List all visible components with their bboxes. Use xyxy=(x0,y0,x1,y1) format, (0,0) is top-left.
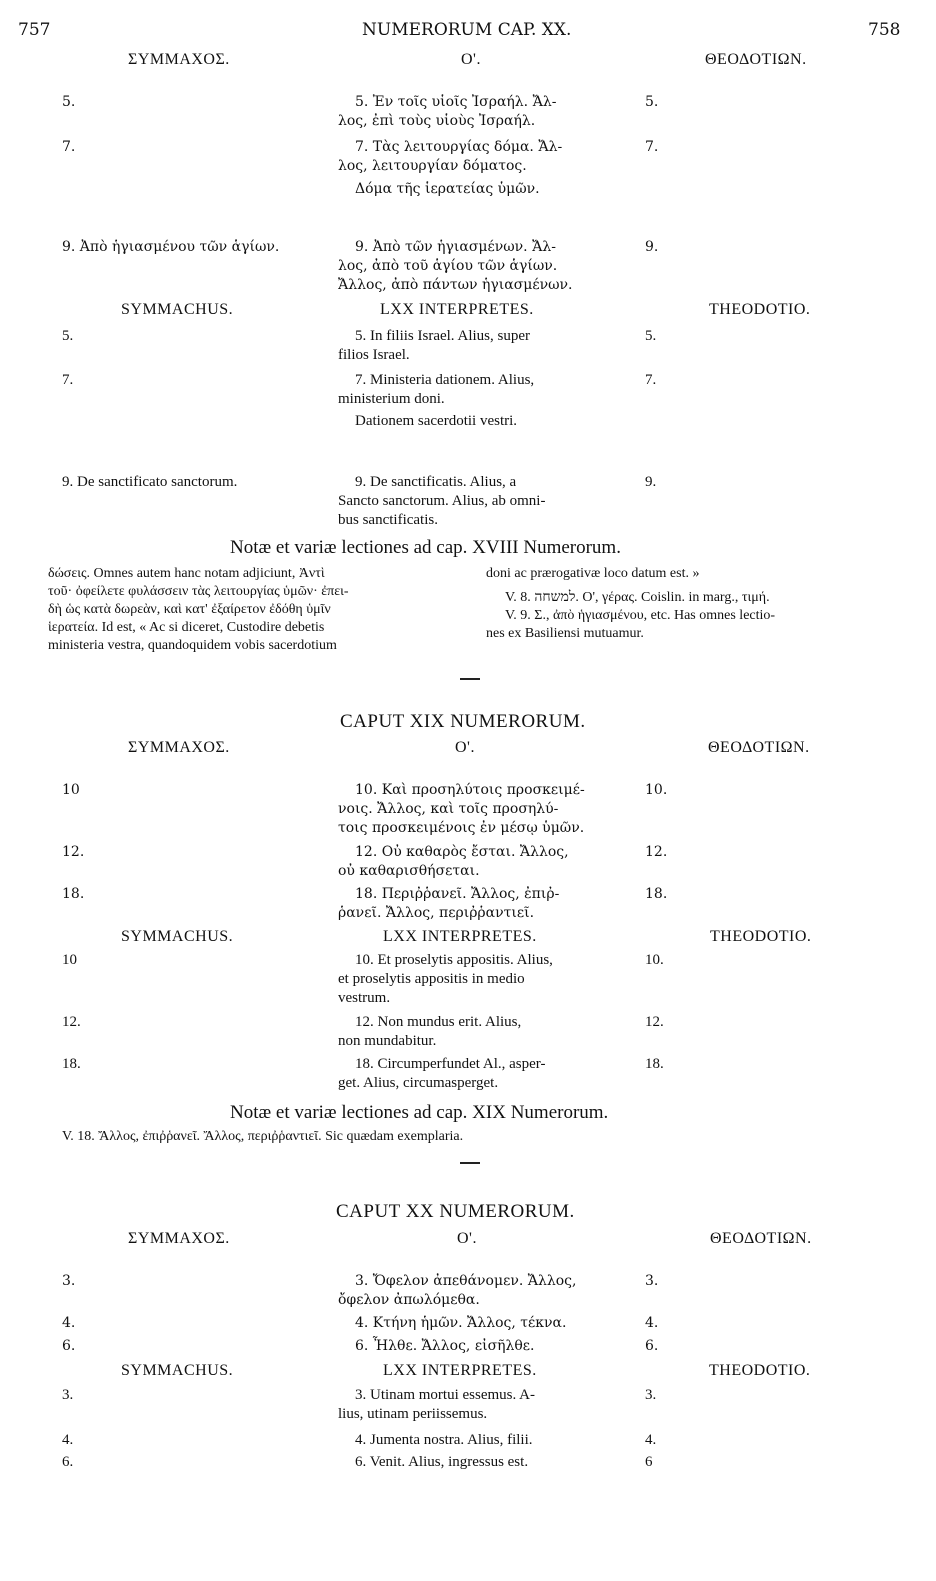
verse-number: 10. xyxy=(645,782,668,798)
verse-number: 4. xyxy=(62,1432,74,1448)
verse-number: 6 xyxy=(645,1454,653,1470)
note-line: V. 8. למשחה. Ο', γέρας. Coislin. in marg., τιμή. xyxy=(505,590,770,605)
verse-text: non mundabitur. xyxy=(338,1033,437,1049)
verse-text: get. Alius, circumasperget. xyxy=(338,1075,499,1091)
verse-text: ministerium doni. xyxy=(338,391,445,407)
verse-text: 7. Τὰς λειτουργίας δόμα. Ἄλ- xyxy=(355,139,563,155)
verse-text: bus sanctificatis. xyxy=(338,512,438,528)
verse-number: 10. xyxy=(645,952,664,968)
note-line: δώσεις. Omnes autem hanc notam adjiciunt, Ἀντὶ xyxy=(48,566,325,581)
verse-number: 4. xyxy=(62,1315,76,1331)
verse-text: 18. Circumperfundet Al., asper- xyxy=(355,1056,546,1072)
verse-text: 6. Ἦλθε. Ἄλλος, εἰσῆλθε. xyxy=(355,1338,535,1354)
verse-text: Δόμα τῆς ἱερατείας ὑμῶν. xyxy=(355,181,540,197)
verse-number: 18. xyxy=(62,886,85,902)
note-line: ἱερατεία. Id est, « Ac si diceret, Custodire debetis xyxy=(48,620,325,635)
col-header-symmachus-latin: SYMMACHUS. xyxy=(121,1362,234,1379)
col-header-lxx-greek: Ο'. xyxy=(455,739,475,756)
verse-text: Dationem sacerdotii vestri. xyxy=(355,413,518,429)
verse-text: lius, utinam periissemus. xyxy=(338,1406,488,1422)
verse-text: νοις. Ἄλλος, καὶ τοῖς προσηλύ- xyxy=(338,801,559,817)
verse-text: λος, λειτουργίαν δόματος. xyxy=(338,158,527,174)
chapter-title: CAPUT XIX NUMERORUM. xyxy=(340,711,586,732)
verse-number: 7. xyxy=(645,139,659,155)
note-line: V. 9. Σ., ἀπὸ ἡγιασμένου, etc. Has omnes lectio- xyxy=(505,608,776,623)
verse-number: 3. xyxy=(62,1273,76,1289)
verse-text: Sancto sanctorum. Alius, ab omni- xyxy=(338,493,546,509)
verse-number: 6. xyxy=(645,1338,659,1354)
verse-number: 12. xyxy=(645,844,668,860)
notes-heading: Notæ et variæ lectiones ad cap. XIX Numerorum. xyxy=(230,1102,609,1123)
verse-text: 9. De sanctificato sanctorum. xyxy=(62,474,238,490)
notes-heading: Notæ et variæ lectiones ad cap. XVIII Numerorum. xyxy=(230,537,621,558)
verse-text: 12. Non mundus erit. Alius, xyxy=(355,1014,522,1030)
verse-text: 12. Οὐ καθαρὸς ἔσται. Ἄλλος, xyxy=(355,844,569,860)
verse-number: 5. xyxy=(62,94,76,110)
page-number-left: 757 xyxy=(18,20,51,40)
verse-number: 10 xyxy=(62,952,77,968)
verse-text: 6. Venit. Alius, ingressus est. xyxy=(355,1454,529,1470)
page-number-right: 758 xyxy=(868,20,901,40)
col-header-lxx-greek: Ο'. xyxy=(461,51,481,68)
verse-number: 10 xyxy=(62,782,80,798)
col-header-theodotio-latin: THEODOTIO. xyxy=(710,928,812,945)
note-line: nes ex Basiliensi mutuamur. xyxy=(486,626,644,641)
verse-number: 5. xyxy=(62,328,74,344)
col-header-symmachus-latin: SYMMACHUS. xyxy=(121,928,234,945)
note-line: ministeria vestra, quandoquidem vobis sacerdotium xyxy=(48,638,337,653)
col-header-lxx-latin: LXX INTERPRETES. xyxy=(383,1362,537,1379)
verse-text: vestrum. xyxy=(338,990,391,1006)
col-header-theodotion-greek: ΘΕΟΔΟΤΙΩΝ. xyxy=(705,51,807,68)
verse-number: 18. xyxy=(62,1056,81,1072)
col-header-symmachus-latin: SYMMACHUS. xyxy=(121,301,234,318)
verse-number: 7. xyxy=(645,372,657,388)
col-header-symmachus-greek: ΣΥΜΜΑΧΟΣ. xyxy=(128,739,230,756)
verse-number: 5. xyxy=(645,94,659,110)
verse-number: 12. xyxy=(62,844,85,860)
verse-text: 9. Ἀπὸ ἡγιασμένου τῶν ἁγίων. xyxy=(62,239,280,255)
running-title: NUMERORUM CAP. XX. xyxy=(362,20,572,40)
chapter-title: CAPUT XX NUMERORUM. xyxy=(336,1201,575,1222)
verse-text: λος, ἀπὸ τοῦ ἁγίου τῶν ἁγίων. xyxy=(338,258,558,274)
section-divider xyxy=(460,1162,480,1164)
col-header-lxx-latin: LXX INTERPRETES. xyxy=(380,301,534,318)
verse-number: 12. xyxy=(645,1014,664,1030)
verse-text: ὄφελον ἀπωλόμεθα. xyxy=(338,1292,480,1308)
col-header-theodotio-latin: THEODOTIO. xyxy=(709,301,811,318)
section-divider xyxy=(460,678,480,680)
note-line: doni ac prærogativæ loco datum est. » xyxy=(486,566,700,581)
verse-text: 5. Ἐν τοῖς υἱοῖς Ἰσραήλ. Ἄλ- xyxy=(355,94,557,110)
verse-number: 7. xyxy=(62,372,74,388)
verse-number: 6. xyxy=(62,1338,76,1354)
col-header-theodotion-greek: ΘΕΟΔΟΤΙΩΝ. xyxy=(710,1230,812,1247)
verse-number: 6. xyxy=(62,1454,74,1470)
note-line: V. 18. Ἄλλος, ἐπιῤῥανεῖ. Ἄλλος, περιῤῥαντιεῖ. Sic quædam exemplaria. xyxy=(62,1129,464,1144)
verse-text: 4. Jumenta nostra. Alius, filii. xyxy=(355,1432,533,1448)
verse-number: 18. xyxy=(645,1056,664,1072)
verse-text: et proselytis appositis in medio xyxy=(338,971,525,987)
verse-text: λος, ἐπὶ τοὺς υἱοὺς Ἰσραήλ. xyxy=(338,113,536,129)
verse-text: 10. Καὶ προσηλύτοις προσκειμέ- xyxy=(355,782,585,798)
verse-text: 7. Ministeria dationem. Alius, xyxy=(355,372,535,388)
verse-text: 9. De sanctificatis. Alius, a xyxy=(355,474,517,490)
verse-text: 5. In filiis Israel. Alius, super xyxy=(355,328,530,344)
col-header-lxx-latin: LXX INTERPRETES. xyxy=(383,928,537,945)
verse-number: 9. xyxy=(645,239,659,255)
col-header-symmachus-greek: ΣΥΜΜΑΧΟΣ. xyxy=(128,51,230,68)
col-header-symmachus-greek: ΣΥΜΜΑΧΟΣ. xyxy=(128,1230,230,1247)
col-header-theodotion-greek: ΘΕΟΔΟΤΙΩΝ. xyxy=(708,739,810,756)
verse-text: 9. Ἀπὸ τῶν ἡγιασμένων. Ἄλ- xyxy=(355,239,556,255)
verse-number: 3. xyxy=(645,1273,659,1289)
verse-number: 4. xyxy=(645,1432,657,1448)
col-header-theodotio-latin: THEODOTIO. xyxy=(709,1362,811,1379)
verse-number: 12. xyxy=(62,1014,81,1030)
verse-number: 4. xyxy=(645,1315,659,1331)
note-line: τοῦ· ὀφείλετε φυλάσσειν τὰς λειτουργίας ὑμῶν· ἐπει- xyxy=(48,584,349,599)
verse-number: 7. xyxy=(62,139,76,155)
verse-text: 3. Ὄφελον ἀπεθάνομεν. Ἄλλος, xyxy=(355,1273,577,1289)
verse-text: 10. Et proselytis appositis. Alius, xyxy=(355,952,553,968)
verse-text: οὐ καθαρισθήσεται. xyxy=(338,863,480,879)
verse-text: ῥανεῖ. Ἄλλος, περιῤῥαντιεῖ. xyxy=(338,905,535,921)
note-line: δὴ ὡς κατὰ δωρεὰν, καὶ κατ' ἐξαίρετον ἐδόθη ὑμῖν xyxy=(48,602,331,617)
verse-number: 9. xyxy=(645,474,657,490)
verse-text: 4. Κτήνη ἡμῶν. Ἄλλος, τέκνα. xyxy=(355,1315,567,1331)
verse-text: 18. Περιῤῥανεῖ. Ἄλλος, ἐπιῤ- xyxy=(355,886,560,902)
col-header-lxx-greek: Ο'. xyxy=(457,1230,477,1247)
verse-number: 3. xyxy=(645,1387,657,1403)
verse-text: τοις προσκειμένοις ἐν μέσῳ ὑμῶν. xyxy=(338,820,585,836)
verse-number: 3. xyxy=(62,1387,74,1403)
verse-number: 5. xyxy=(645,328,657,344)
verse-text: 3. Utinam mortui essemus. A- xyxy=(355,1387,535,1403)
verse-number: 18. xyxy=(645,886,668,902)
verse-text: filios Israel. xyxy=(338,347,410,363)
verse-text: Ἄλλος, ἀπὸ πάντων ἡγιασμένων. xyxy=(338,277,573,293)
